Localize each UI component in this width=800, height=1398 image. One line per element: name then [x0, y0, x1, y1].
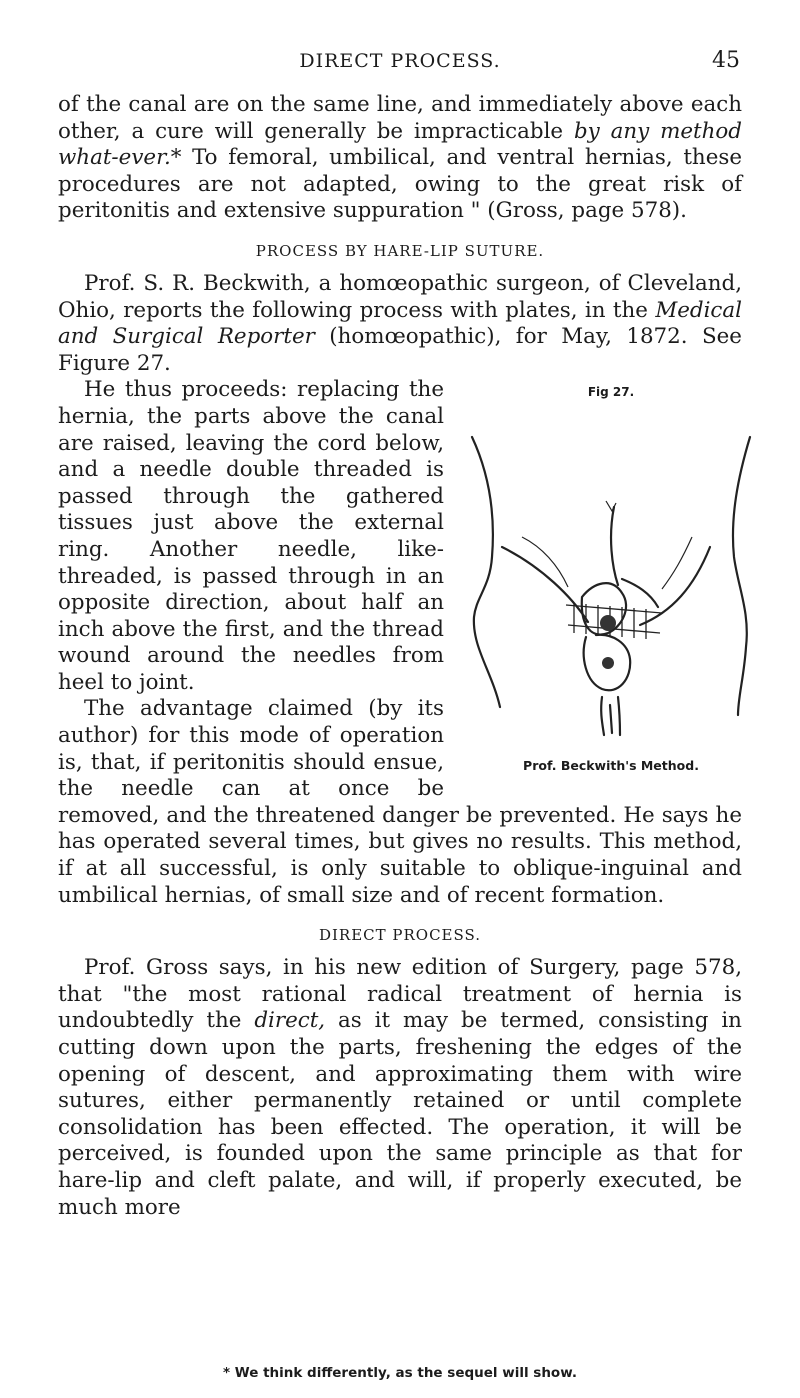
- figure-label: Fig 27.: [587, 385, 635, 400]
- section-heading-hare-lip: PROCESS BY HARE-LIP SUTURE.: [255, 241, 545, 260]
- figure-27: [462, 379, 760, 789]
- page-header: [60, 48, 740, 82]
- journal-title: Medical and Surgical Reporter: [58, 297, 742, 350]
- page-body: [58, 92, 742, 1221]
- footnote: * We think differently, as the sequel will show.: [223, 1365, 577, 1381]
- anatomy-illustration: [462, 397, 760, 737]
- running-head: DIRECT PROCESS.: [299, 50, 501, 72]
- paragraph-beckwith-intro: Prof. S. R. Beckwith, a homœopathic surgeon, of Cleveland, Ohio, reports the following process with plates, in the Medical and Surgical Reporter (homœopathic), for May, 1872. See Figure 27.: [58, 270, 742, 376]
- page-number: 45: [712, 48, 740, 73]
- section-heading-direct: DIRECT PROCESS.: [318, 926, 482, 945]
- paragraph-advantage: The advantage claimed (by its author) for this mode of operation is, that, if peritonitis should ensue, the needle can at once be removed, and the threatened danger be prevented. He says he has operated several times, but gives no results. This method, if at all successful, is only suitable to oblique-inguinal and umbilical hernias, of small size and of recent formation.: [58, 696, 742, 908]
- paragraph-procedure: He thus proceeds: replacing the hernia, the parts above the canal are raised, leaving the cord below, and a needle double threaded is passed through the gathered tissues just above the external ring. Another needle, like-threaded, is passed through in an opposite direction, about half an inch above the first, and the thread wound around the needles from heel to joint.: [58, 377, 444, 695]
- italic-direct: direct,: [254, 1008, 326, 1034]
- italic-phrase: by any method what-ever.*: [58, 118, 742, 171]
- paragraph-continuation: of the canal are on the same line, and immediately above each other, a cure will generally be impracticable by any method what-ever.* To femoral, umbilical, and ventral hernias, these procedures are not adapted, owing to the great risk of peritonitis and extensive suppuration " (Gross, page 578).: [58, 92, 742, 224]
- figure-caption: Prof. Beckwith's Method.: [523, 757, 699, 773]
- paragraph-gross: Prof. Gross says, in his new edition of Surgery, page 578, that "the most rational radical treatment of hernia is undoubtedly the direct, as it may be termed, consisting in cutting down upon the parts, freshening the edges of the opening of descent, and approximating them with wire sutures, either permanently retained or until complete consolidation has been effected. The operation, it will be perceived, is founded upon the same principle as that for hare-lip and cleft palate, and will, if properly executed, be much more: [58, 955, 742, 1220]
